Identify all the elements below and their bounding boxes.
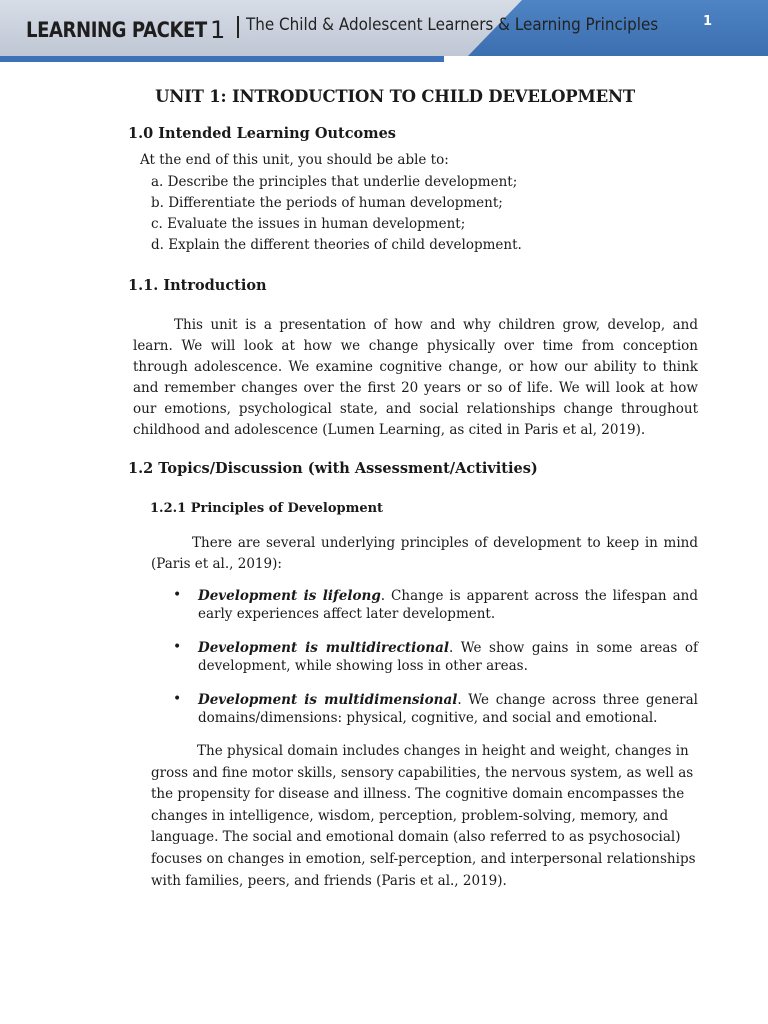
page-header-banner [0,0,768,56]
domains-paragraph: The physical domain includes changes in height and weight, changes in gross and fine motor skills, sensory capabilities, the nervous system, as well as the propensity for disease and illness. The cognitive domain encompasses the changes in intelligence, wisdom, perception, problem-solving, memory, and language. The social and emotional domain (also referred to as psychosocial) focuses on changes in emotion, self-perception, and interpersonal relationships with families, peers, and friends (Paris et al., 2019). [151,743,696,889]
outcomes-intro: At the end of this unit, you should be able to: [140,152,449,168]
topics-heading: 1.2 Topics/Discussion (with Assessment/Activities) [128,460,538,477]
page-number: 1 [703,14,713,29]
unit-number: 1 [210,16,226,44]
outcome-item: b. Differentiate the periods of human development; [151,195,503,211]
course-title: The Child & Adolescent Learners & Learning Principles [246,15,659,34]
principle-term: Development is multidirectional [198,640,449,656]
principle-multidimensional [198,691,698,727]
header-divider [237,16,239,38]
bullet-dot: • [173,587,182,603]
brand-title: LEARNING PACKET [26,18,207,42]
bullet-dot: • [173,691,182,707]
principle-multidirectional [198,639,698,675]
principles-intro: There are several underlying principles of development to keep in mind (Paris et al., 2019): [151,535,698,572]
bullet-dot: • [173,639,182,655]
principle-description: . Change is apparent across the lifespan and early experiences affect later development. [198,588,698,622]
outcomes-heading: 1.0 Intended Learning Outcomes [128,125,396,142]
introduction-heading: 1.1. Introduction [128,277,267,294]
introduction-paragraph: This unit is a presentation of how and why children grow, develop, and learn. We will look at how we change physically over time from conception through adolescence. We examine cognitive change, or how our ability to think and remember changes over the first 20 years or so of life. We will look at how our emotions, psychological state, and social relationships change throughout childhood and adolescence (Lumen Learning, as cited in Paris et al, 2019). [133,317,698,438]
principle-lifelong [198,587,698,623]
principles-subheading: 1.2.1 Principles of Development [150,501,384,516]
unit-title: UNIT 1: INTRODUCTION TO CHILD DEVELOPMENT [155,87,635,106]
principle-term: Development is multidimensional [198,692,458,708]
principle-description: . We show gains in some areas of development, while showing loss in other areas. [198,640,699,674]
outcome-item: d. Explain the different theories of child development. [151,237,522,253]
principle-description: . We change across three general domains/dimensions: physical, cognitive, and social and emotional. [198,692,698,726]
outcome-item: c. Evaluate the issues in human development; [151,216,466,232]
header-underline [0,56,444,62]
outcome-item: a. Describe the principles that underlie development; [151,174,518,190]
principle-term: Development is lifelong [198,588,381,604]
